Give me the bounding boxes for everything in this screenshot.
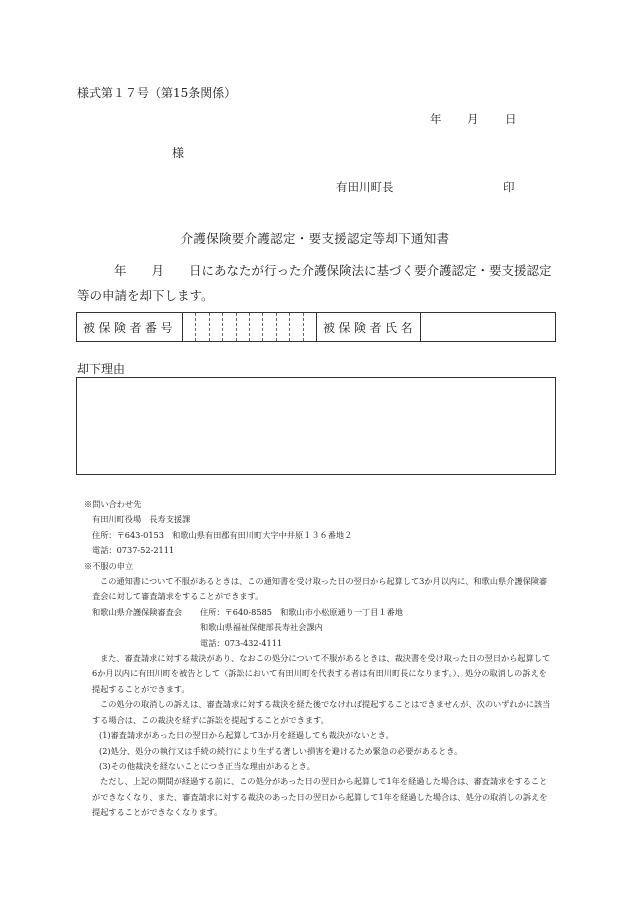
insured-id-table [76,312,556,342]
insured-name-field[interactable] [421,313,555,341]
notice-body [77,258,557,308]
council-address: 住所：〒640-8585 和歌山市小松原通り一丁目１番地 [200,606,403,617]
contact-office: 有田川町役場 長寿支援課 [92,514,191,525]
body-text: 日にあなたが行った介護保険法に基づく要介護認定・要支援認定等の申請を却下します。 [77,263,552,303]
appeal-heading: ※不服の申立 [84,560,134,571]
deadline-text: ただし、上記の期間が経過する前に、この処分があった日の翌日から起算して1年を経過した場合は、審査請求をすることができなくなり、また、審査請求に対する裁決のあった日の翌日から起算して1年を経過した場合は、処分の取消しの訴えを提起することができなくなります。 [92,776,548,818]
digit-box[interactable] [277,313,290,341]
lawsuit-text: また、審査請求に対する裁決があり、なおこの処分について不服があるときは、裁決書を受け取った日の翌日から起算して6か月以内に有田川町を被告として（訴訟において有田川町を代表する者は有田川町長になります。）、処分の取消しの訴えを提起することができます。 [92,653,551,694]
date-month-label: 月 [467,112,479,126]
contact-phone: 電話：0737-52-2111 [92,545,175,556]
insured-number-label: 被保険者番号 [77,313,183,341]
condition-1: (1)審査請求があった日の翌日から起算して3か月を経過しても裁決がないとき。 [99,730,394,741]
body-year-label: 年 [114,263,127,278]
digit-box[interactable] [250,313,263,341]
rejection-reason-box[interactable] [76,377,556,475]
digit-box[interactable] [196,313,209,341]
notes-section [84,497,554,821]
digit-box[interactable] [237,313,250,341]
contact-address: 住所：〒643-0153 和歌山県有田郡有田川町大字中井原１３６番地２ [92,529,353,540]
body-month-label: 月 [151,263,165,278]
condition-3: (3)その他裁決を経ないことにつき正当な理由があるとき。 [99,760,315,771]
issuer-name: 有田川町長 [336,180,394,194]
date-year-label: 年 [430,112,442,126]
council-row [84,605,554,620]
insured-number-digits[interactable] [183,313,317,341]
digit-box[interactable] [183,313,196,341]
council-name: 和歌山県介護保険審査会 [92,606,183,617]
council-dept: 和歌山県福祉保健部長寿社会課内 [200,622,323,633]
date-day-label: 日 [505,112,517,126]
form-number: 様式第１７号（第15条関係） [77,86,237,100]
contact-heading: ※問い合わせ先 [84,499,142,509]
digit-box[interactable] [304,313,316,341]
appeal-text: この通知書について不服があるときは、この通知書を受け取った日の翌日から起算して3か月以内に、和歌山県介護保険審査会に対して審査請求をすることができます。 [92,576,548,602]
digit-box[interactable] [263,313,276,341]
digit-box[interactable] [210,313,223,341]
addressee-suffix: 様 [172,146,185,160]
seal-mark: 印 [503,180,515,194]
digit-box[interactable] [223,313,236,341]
rejection-reason-label: 却下理由 [77,362,126,376]
council-phone: 電話：073-432-4111 [200,637,283,648]
condition-2: (2)処分、処分の執行又は手続の続行により生ずる著しい損害を避けるため緊急の必要があるとき。 [99,745,463,756]
digit-box[interactable] [290,313,303,341]
insured-name-label: 被保険者氏名 [317,313,421,341]
document-title: 介護保険要介護認定・要支援認定等却下通知書 [180,231,450,246]
prereq-text: この処分の取消しの訴えは、審査請求に対する裁決を経た後でなければ提起することはできませんが、次のいずれかに該当する場合は、この裁決を経ずに訴訟を提起することができます。 [92,699,551,725]
